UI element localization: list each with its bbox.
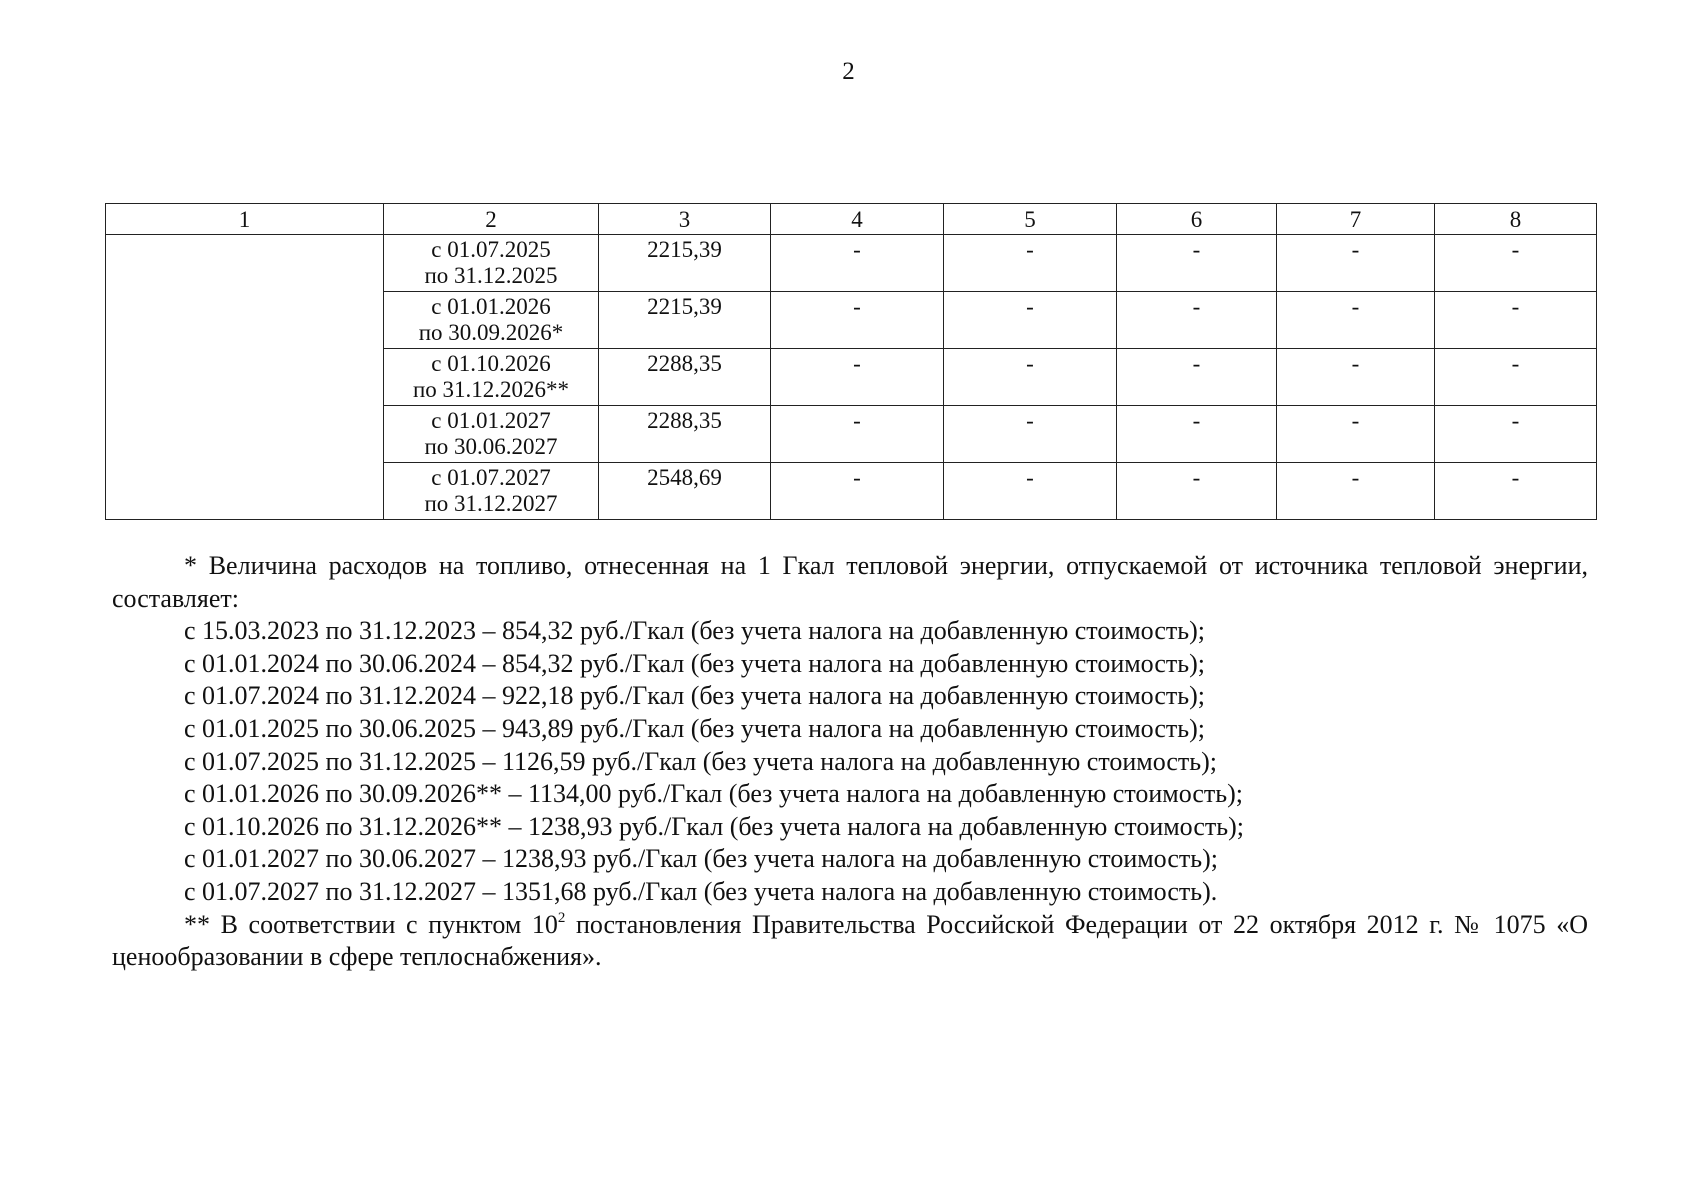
dash-cell: - [1117,292,1277,349]
column-header: 5 [944,204,1117,235]
footnote-regulation-start: ** В соответствии с пунктом 10 [184,909,558,939]
dash-cell: - [944,406,1117,463]
period-cell [384,406,599,463]
dash-cell: - [944,463,1117,520]
fuel-cost-line: с 01.01.2025 по 30.06.2025 – 943,89 руб./Гкал (без учета налога на добавленную стоимость); [184,713,1205,743]
column-header: 6 [1117,204,1277,235]
page-number: 2 [842,58,855,85]
dash-cell: - [771,406,944,463]
period-to: по 31.12.2026** [412,377,570,402]
dash-cell: - [771,292,944,349]
dash-cell: - [1117,406,1277,463]
column-header: 3 [599,204,771,235]
period-from: с 01.01.2027 [431,408,551,433]
period-to: по 30.09.2026* [418,320,564,345]
dash-cell: - [1435,235,1597,292]
period-to: по 30.06.2027 [424,434,558,459]
dash-cell: - [1277,463,1435,520]
period-from: с 01.07.2025 [431,237,551,262]
period-cell [384,292,599,349]
value-cell: 2288,35 [599,406,771,463]
fuel-cost-line: с 01.01.2027 по 30.06.2027 – 1238,93 руб./Гкал (без учета налога на добавленную стоимость); [184,844,1218,874]
fuel-cost-line: с 01.07.2025 по 31.12.2025 – 1126,59 руб./Гкал (без учета налога на добавленную стоимость); [184,746,1218,776]
table-row [106,235,1597,292]
period-cell [384,349,599,406]
value-cell: 2215,39 [599,292,771,349]
dash-cell: - [1277,406,1435,463]
fuel-cost-line: с 01.07.2024 по 31.12.2024 – 922,18 руб./Гкал (без учета налога на добавленную стоимость); [184,681,1205,711]
dash-cell: - [1435,463,1597,520]
period-from: с 01.10.2026 [431,351,551,376]
fuel-cost-line: с 01.07.2027 по 31.12.2027 – 1351,68 руб./Гкал (без учета налога на добавленную стоимость). [184,876,1218,906]
merged-cell-col1 [106,235,384,520]
period-from: с 01.07.2027 [431,465,551,490]
dash-cell: - [944,292,1117,349]
dash-cell: - [1277,235,1435,292]
period-to: по 31.12.2025 [424,263,558,288]
period-cell [384,463,599,520]
footnote-regulation [112,909,1588,974]
dash-cell: - [771,463,944,520]
footnotes [112,550,1588,974]
dash-cell: - [1277,349,1435,406]
footnote-fuel-costs: * Величина расходов на топливо, отнесенная на 1 Гкал тепловой энергии, отпускаемой от источника тепловой энергии, составляет: [112,551,1588,613]
period-cell [384,235,599,292]
fuel-cost-line: с 01.01.2026 по 30.09.2026** – 1134,00 руб./Гкал (без учета налога на добавленную стоимость); [184,779,1244,809]
value-cell: 2215,39 [599,235,771,292]
fuel-cost-line: с 15.03.2023 по 31.12.2023 – 854,32 руб./Гкал (без учета налога на добавленную стоимость); [184,616,1205,646]
column-header: 8 [1435,204,1597,235]
dash-cell: - [944,235,1117,292]
column-header: 7 [1277,204,1435,235]
fuel-cost-line: с 01.01.2024 по 30.06.2024 – 854,32 руб./Гкал (без учета налога на добавленную стоимость); [184,648,1205,678]
dash-cell: - [1435,292,1597,349]
dash-cell: - [1435,349,1597,406]
tariff-table [105,203,1597,520]
column-header: 1 [106,204,384,235]
dash-cell: - [1277,292,1435,349]
dash-cell: - [1117,349,1277,406]
value-cell: 2548,69 [599,463,771,520]
dash-cell: - [1117,463,1277,520]
dash-cell: - [944,349,1117,406]
column-header: 2 [384,204,599,235]
column-header: 4 [771,204,944,235]
footnote-regulation-end: постановления Правительства Российской Федерации от 22 октября 2012 г. № 1075 «О ценообразовании в сфере теплоснабжения». [112,909,1588,972]
footnote-regulation-superscript: 2 [557,909,566,926]
dash-cell: - [771,235,944,292]
period-to: по 31.12.2027 [424,491,558,516]
dash-cell: - [771,349,944,406]
period-from: с 01.01.2026 [431,294,551,319]
value-cell: 2288,35 [599,349,771,406]
table-header-row [106,204,1597,235]
dash-cell: - [1435,406,1597,463]
dash-cell: - [1117,235,1277,292]
fuel-cost-line: с 01.10.2026 по 31.12.2026** – 1238,93 руб./Гкал (без учета налога на добавленную стоимость); [184,811,1244,841]
